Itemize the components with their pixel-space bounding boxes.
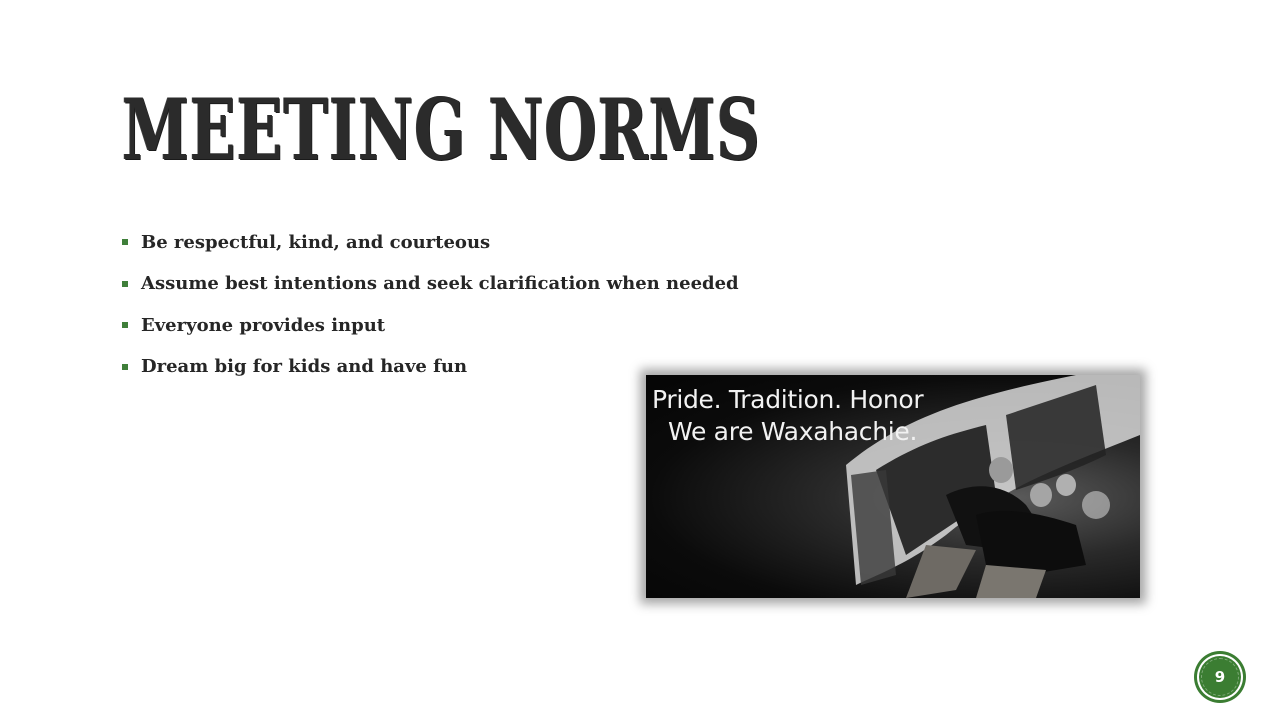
slide-title: MEETING NORMS <box>122 80 761 179</box>
bullet-square-icon <box>122 239 128 245</box>
page-number-badge <box>1197 654 1243 700</box>
bullet-text: Assume best intentions and seek clarification when needed <box>141 273 739 294</box>
waxahachie-photo <box>646 375 1140 598</box>
bullet-item <box>122 230 739 254</box>
bullet-square-icon <box>122 364 128 370</box>
bullet-item <box>122 313 739 337</box>
photo-caption-line1: Pride. Tradition. Honor <box>652 385 924 414</box>
bullet-square-icon <box>122 281 128 287</box>
photo-caption-line2: We are Waxahachie. <box>668 417 918 446</box>
bullet-text: Be respectful, kind, and courteous <box>141 231 491 253</box>
bullet-square-icon <box>122 322 128 328</box>
bullet-text: Dream big for kids and have fun <box>141 356 468 377</box>
bullet-list <box>122 230 739 396</box>
bullet-item <box>122 272 739 296</box>
page-number: 9 <box>1214 668 1226 686</box>
bullet-text: Everyone provides input <box>141 314 386 336</box>
